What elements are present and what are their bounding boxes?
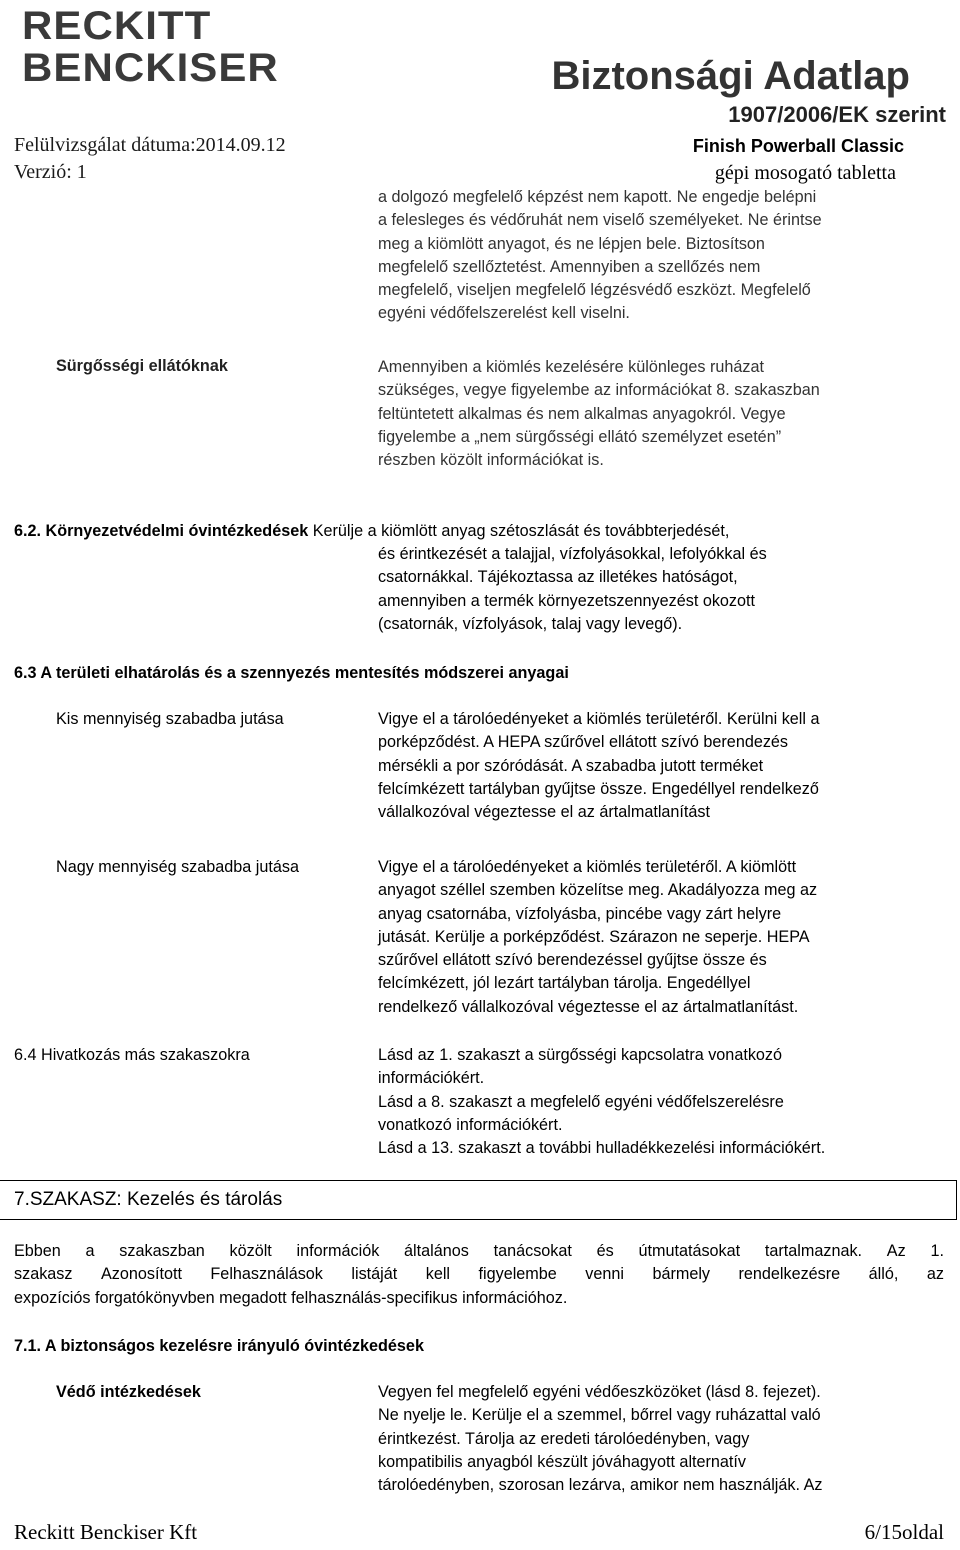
- word: álló,: [868, 1265, 899, 1284]
- text-line: amennyiben a termék környezetszennyezést okozott: [378, 591, 756, 610]
- intro-line-2: [14, 1263, 944, 1286]
- logo-line-1: RECKITT: [22, 4, 212, 48]
- large-spill-label: Nagy mennyiség szabadba jutása: [56, 858, 299, 876]
- word: bármely: [652, 1265, 711, 1284]
- text-line: megfelelő szellőztetést. Amennyiben a szellőzés nem: [378, 257, 761, 276]
- text-line: Ne nyelje le. Kerülje el a szemmel, bőrrel vagy ruházattal való: [378, 1406, 821, 1425]
- small-spill-label: Kis mennyiség szabadba jutása: [56, 710, 284, 728]
- word: Felhasználások: [210, 1265, 323, 1284]
- text-line: feltüntetett alkalmas és nem alkalmas anyagokról. Vegye: [378, 404, 786, 423]
- word: és: [596, 1242, 614, 1260]
- top-continuation-text: [378, 186, 822, 326]
- word: tanácsokat: [493, 1242, 572, 1260]
- intro-line-1: [14, 1240, 944, 1263]
- word: általános: [404, 1242, 469, 1260]
- text-line: kompatibilis anyagból készült jóváhagyott alternatív: [378, 1452, 747, 1471]
- word: közölt: [229, 1242, 272, 1260]
- text-line: a felesleges és védőruhát nem viselő személyeket. Ne érintse: [378, 211, 822, 230]
- footer-page-number: 6/15oldal: [864, 1520, 944, 1544]
- product-name: Finish Powerball Classic: [692, 136, 904, 156]
- text-line: mérsékli a por szóródását. A szabadba jutott terméket: [378, 756, 764, 775]
- word: kell: [425, 1265, 451, 1284]
- regulation-reference: 1907/2006/EK szerint: [728, 102, 946, 127]
- footer-company: Reckitt Benckiser Kft: [14, 1520, 198, 1544]
- document-title: Biztonsági Adatlap: [551, 54, 910, 98]
- section-6-2-text: [378, 543, 767, 636]
- word: 1.: [930, 1242, 944, 1260]
- word: a: [85, 1242, 95, 1260]
- section-7-heading-box: [0, 1180, 957, 1220]
- text-line: a dolgozó megfelelő képzést nem kapott. Ne engedje belépni: [378, 188, 817, 206]
- section-6-2-first-line: Kerülje a kiömlött anyag szétoszlását és továbbterjedését,: [312, 522, 730, 540]
- text-line: szűrővel ellátott szívó berendezéssel gyűjtse össze és: [378, 951, 767, 970]
- revision-date: Felülvizsgálat dátuma:2014.09.12: [14, 134, 286, 156]
- section-6-4-heading: 6.4 Hivatkozás más szakaszokra: [14, 1046, 250, 1064]
- intro-line-3: expozíciós forgatókönyvben megadott felhasználás-specifikus információhoz.: [14, 1288, 568, 1307]
- word: rendelkezésre: [738, 1265, 841, 1284]
- text-line: megfelelő, viseljen megfelelő légzésvédő eszközt. Megfelelő: [378, 281, 811, 300]
- word: szakaszban: [119, 1242, 205, 1260]
- text-line: anyagot széllel szemben közelítse meg. Akadályozza meg az: [378, 881, 818, 900]
- word: az: [926, 1265, 944, 1284]
- small-spill-text: [378, 708, 820, 824]
- large-spill-text: [378, 856, 817, 1019]
- section-7-heading: 7.SZAKASZ: Kezelés és tárolás: [14, 1189, 283, 1210]
- text-line: szükséges, vegye figyelembe az információkat 8. szakaszban: [378, 381, 820, 400]
- text-line: érintkezést. Tárolja az eredeti tárolóedényben, vagy: [378, 1429, 750, 1448]
- text-line: (csatornák, vízfolyások, talaj vagy levegő).: [378, 614, 683, 633]
- text-line: rendelkező vállalkozóval végeztesse el az ártalmatlanítást.: [378, 997, 799, 1016]
- text-line: porképződést. A HEPA szűrővel ellátott szívó berendezés: [378, 733, 789, 752]
- protective-measures-label: Védő intézkedések: [56, 1383, 201, 1401]
- word: Azonosított: [100, 1265, 182, 1284]
- text-line: felcímkézett tartályban gyűjtse össze. Engedéllyel rendelkező: [378, 779, 819, 798]
- text-line: Vigye el a tárolóedényeket a kiömlés területéről. Kerülni kell a: [378, 710, 820, 728]
- word: venni: [585, 1265, 624, 1284]
- word: információk: [296, 1242, 380, 1260]
- section-6-4-text: [378, 1044, 825, 1160]
- text-line: Lásd a 13. szakaszt a további hulladékkezelési információkért.: [378, 1139, 826, 1158]
- word: szakasz: [14, 1265, 73, 1284]
- text-line: vonatkozó információkért.: [378, 1115, 563, 1134]
- word: Az: [886, 1242, 906, 1260]
- protective-measures-text: [378, 1381, 823, 1497]
- section-7-1-heading: 7.1. A biztonságos kezelésre irányuló óvintézkedések: [14, 1337, 424, 1355]
- text-line: jutását. Kerülje a porképződést. Szárazon ne seperje. HEPA: [378, 927, 810, 946]
- word: figyelembe: [478, 1265, 557, 1284]
- section-7-intro: [14, 1240, 944, 1310]
- text-line: csatornákkal. Tájékoztassa az illetékes hatóságot,: [378, 568, 738, 587]
- logo-line-2: BENCKISER: [22, 46, 279, 90]
- text-line: Amennyiben a kiömlés kezelésére különleges ruházat: [378, 358, 765, 376]
- word: útmutatásokat: [638, 1242, 741, 1260]
- version: Verzió: 1: [14, 161, 87, 183]
- word: listáját: [351, 1265, 398, 1284]
- text-line: anyag csatornába, vízfolyásba, pincébe vagy zárt helyre: [378, 904, 782, 923]
- text-line: Vigye el a tárolóedényeket a kiömlés területéről. A kiömlött: [378, 858, 797, 876]
- word: tartalmaznak.: [764, 1242, 863, 1260]
- text-line: Lásd az 1. szakaszt a sürgősségi kapcsolatra vonatkozó: [378, 1046, 783, 1064]
- text-line: információkért.: [378, 1069, 485, 1088]
- emergency-responders-label: Sürgősségi ellátóknak: [56, 357, 228, 375]
- text-line: részben közölt információkat is.: [378, 451, 604, 470]
- text-line: figyelembe a „nem sürgősségi ellátó személyzet esetén”: [378, 427, 782, 446]
- text-line: vállalkozóval végeztesse el az ártalmatlanítást: [378, 803, 711, 822]
- text-line: meg a kiömlött anyagot, és ne lépjen bele. Biztosítson: [378, 234, 765, 253]
- section-6-2-heading: 6.2. Környezetvédelmi óvintézkedések: [14, 522, 309, 540]
- emergency-responders-text: [378, 356, 820, 472]
- product-type: gépi mosogató tabletta: [714, 162, 896, 184]
- section-6-2: [14, 520, 729, 543]
- text-line: tárolóedényben, szorosan lezárva, amikor nem használják. Az: [378, 1476, 823, 1495]
- word: Ebben: [14, 1242, 61, 1260]
- text-line: egyéni védőfelszerelést kell viselni.: [378, 304, 630, 323]
- text-line: és érintkezését a talajjal, vízfolyásokkal, lefolyókkal és: [378, 545, 767, 563]
- text-line: felcímkézett, jól lezárt tartályban tárolja. Engedéllyel: [378, 974, 751, 993]
- text-line: Lásd a 8. szakaszt a megfelelő egyéni védőfelszerelésre: [378, 1092, 784, 1111]
- section-6-3-heading: 6.3 A területi elhatárolás és a szennyezés mentesítés módszerei anyagai: [14, 664, 569, 682]
- text-line: Vegyen fel megfelelő egyéni védőeszközöket (lásd 8. fejezet).: [378, 1383, 821, 1401]
